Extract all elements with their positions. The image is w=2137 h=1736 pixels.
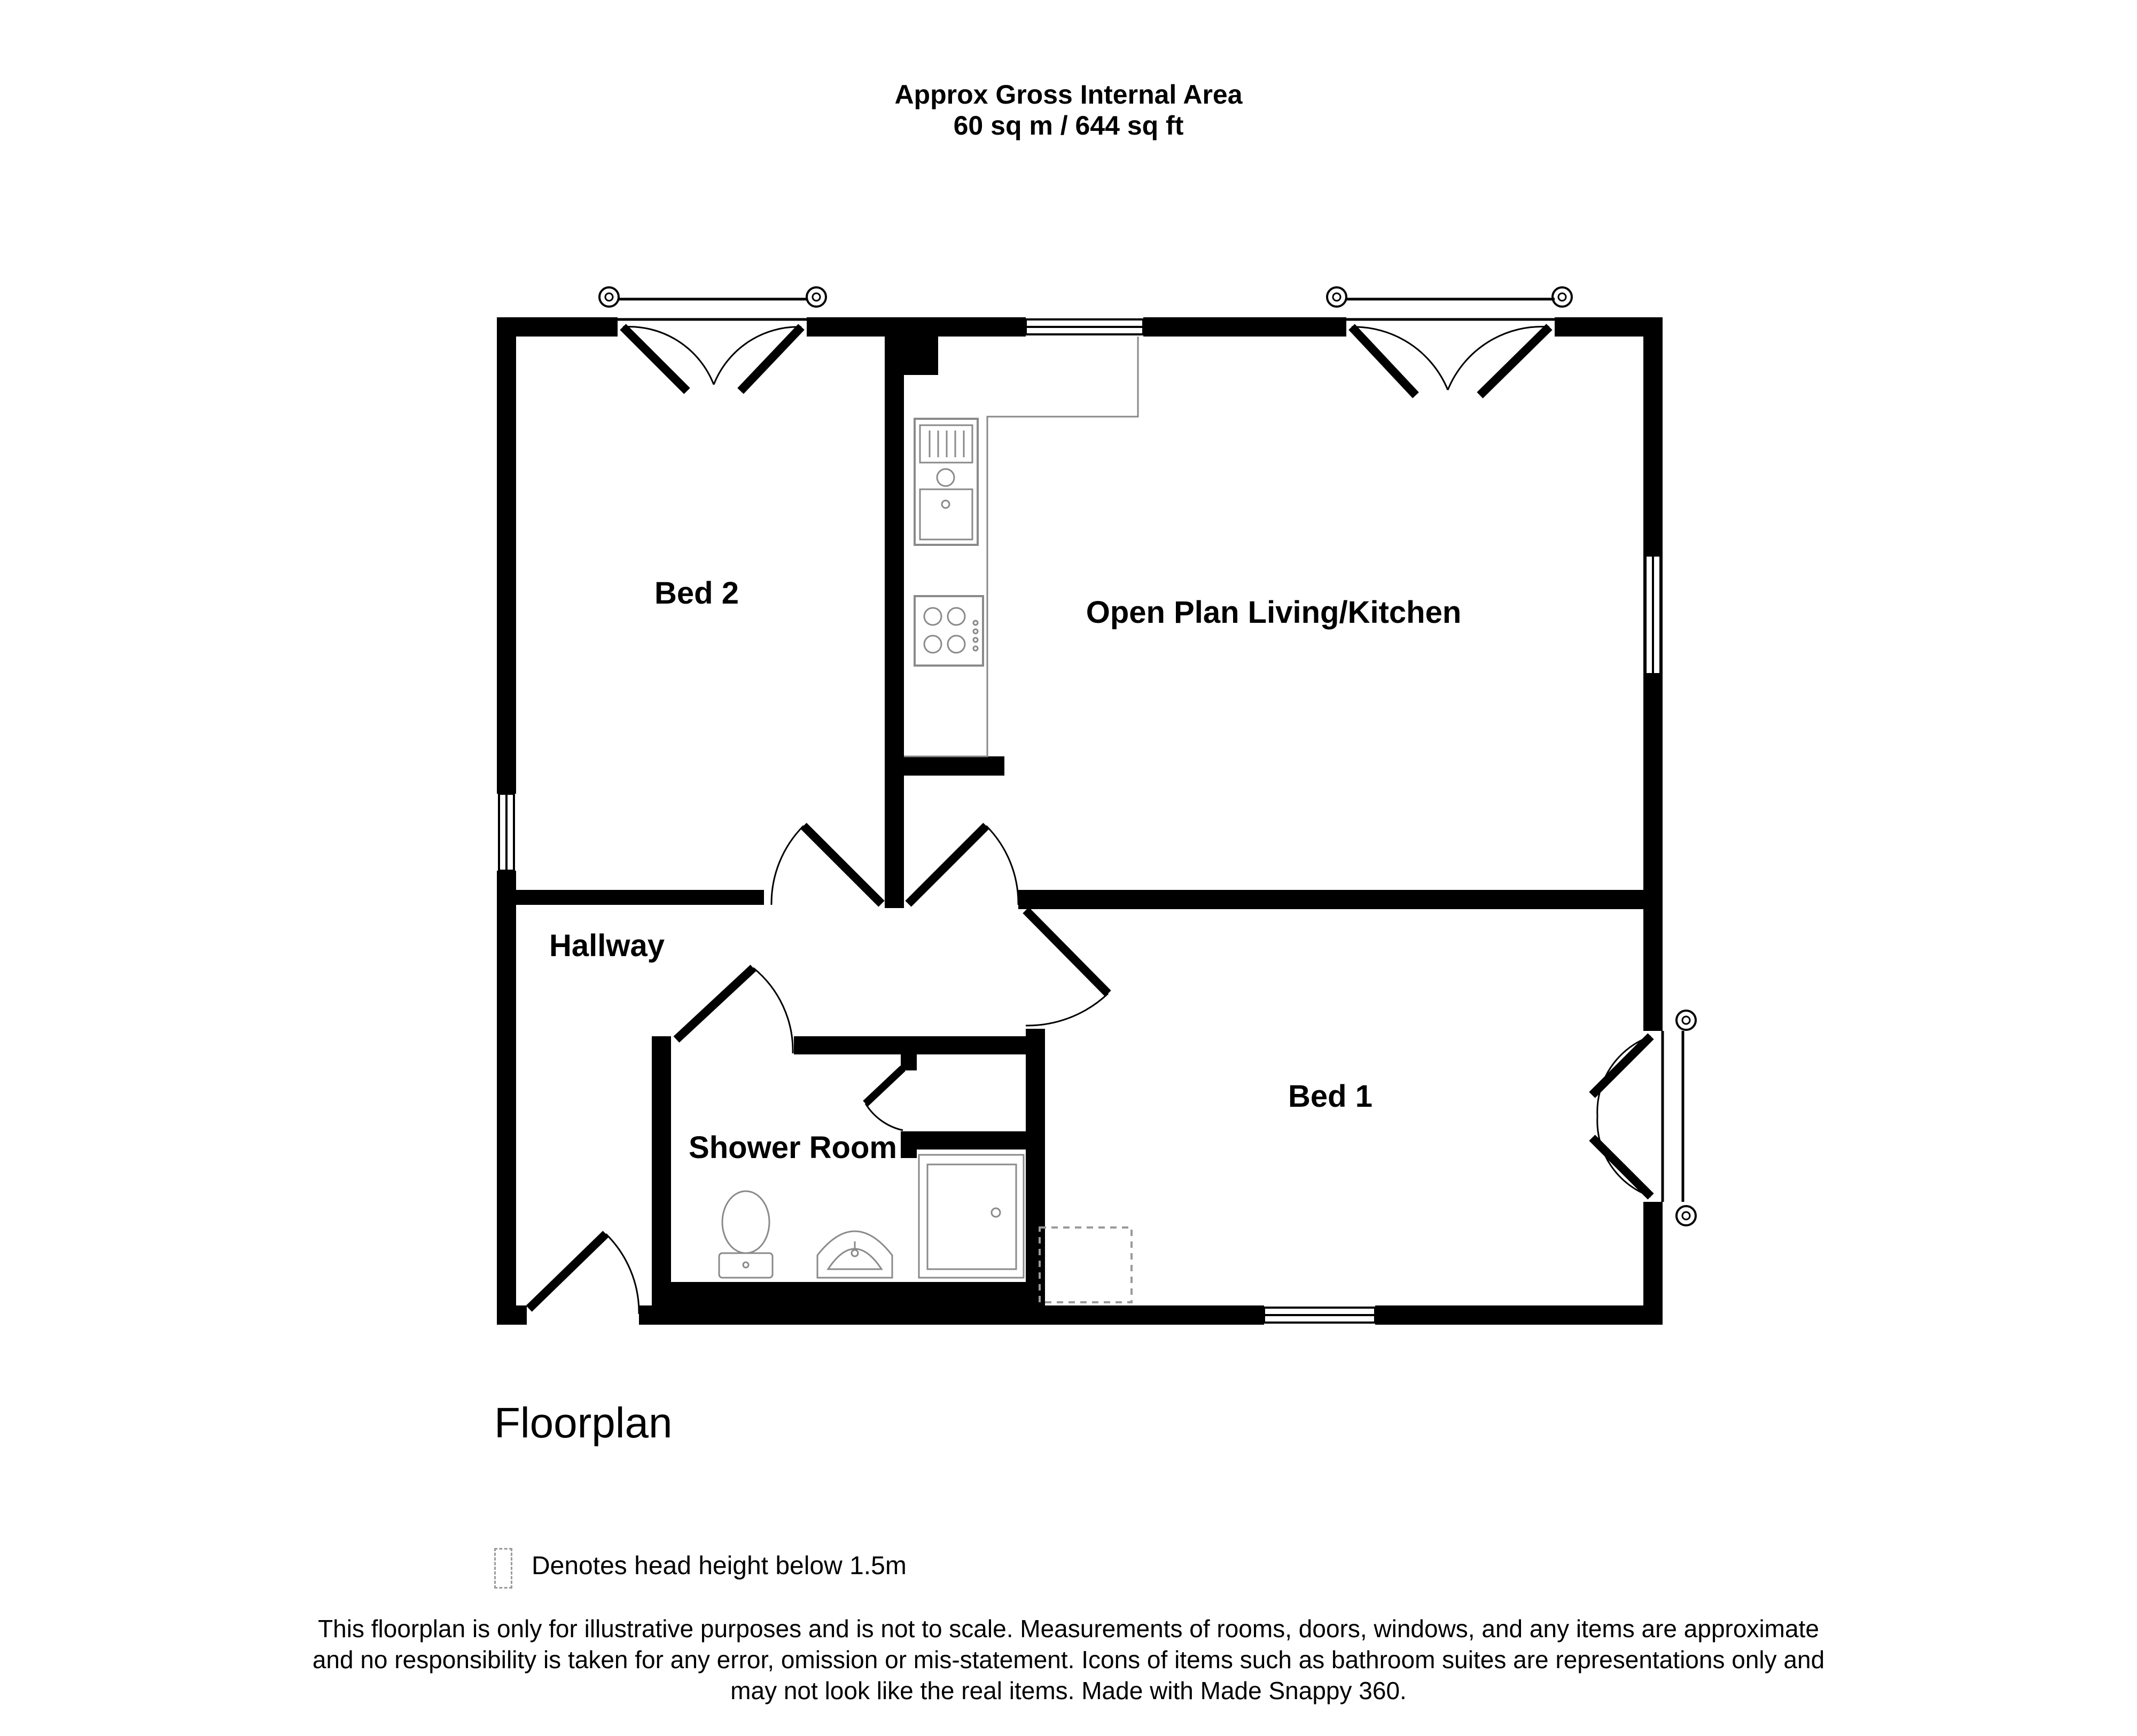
area-size: 60 sq m / 644 sq ft [953,111,1184,140]
french-door-living[interactable] [1327,287,1572,395]
room-label-bed2: Bed 2 [654,576,739,611]
kitchen-sink [915,419,978,545]
door-bed2[interactable] [771,826,882,905]
dashed-box-icon [494,1548,512,1589]
room-label-hallway: Hallway [549,928,665,963]
room-label-living: Open Plan Living/Kitchen [1086,595,1462,630]
door-entrance[interactable] [529,1234,639,1314]
windows [499,319,1660,1323]
legend-text: Denotes head height below 1.5m [532,1552,907,1580]
door-shower-room[interactable] [676,968,793,1053]
toilet [719,1191,773,1278]
low-head-height-area [1040,1227,1132,1302]
french-door-bed1[interactable] [1592,1011,1696,1225]
disclaimer [267,1613,1870,1706]
door-cupboard[interactable] [865,1068,903,1130]
door-bed1[interactable] [1026,910,1108,1026]
bathroom-fixtures [719,1155,1024,1278]
door-living[interactable] [908,826,1018,905]
kitchen-units [904,337,1138,756]
floor-title: Floorplan [494,1399,673,1446]
room-label-shower-room: Shower Room [689,1130,897,1165]
hob [915,596,983,666]
walls [497,317,1663,1325]
french-door-bed2[interactable] [599,287,826,391]
disclaimer-line: may not look like the real items. Made with Made Snappy 360. [730,1677,1407,1704]
shower-tray [919,1155,1024,1278]
disclaimer-line: This floorplan is only for illustrative purposes and is not to scale. Measurements of rooms, doors, windows, and any items are approximate [318,1615,1819,1643]
room-label-bed1: Bed 1 [1288,1079,1372,1114]
area-title: Approx Gross Internal Area [894,80,1243,110]
disclaimer-line: and no responsibility is taken for any error, omission or mis-statement. Icons of items such as bathroom suites are representations only and [312,1646,1825,1674]
wash-basin [817,1231,892,1278]
